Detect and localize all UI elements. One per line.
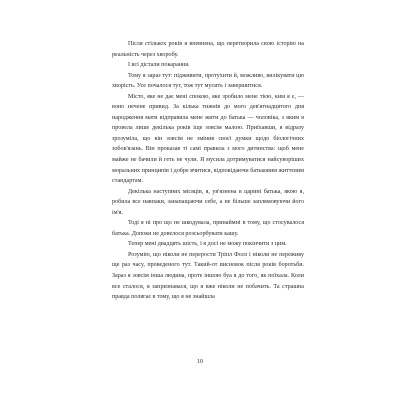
paragraph: Після стількох років я впевнена, що перетворила свою історію на реальність через хворобу.	[112, 41, 304, 58]
paragraph: І всі дістали покарання.	[128, 62, 190, 69]
paragraph: Тоді я ні про що не шкодувала, принаймні в тому, що стосувалося батька. Допоки не довелося розсьорбувати кашу.	[112, 220, 304, 237]
paragraph: Розумію, що ніколи не перерости Тріпл Фолз і ніколи не переживу ще раз часу, проведеного тут. Такий-от висновок після років боротьби. Зараз я зовсім інша людина, проте іншою буа я до того, як поїхала. Коли все сталося, я запризнавася, що я вже ніколи не побачить. Та страшна правда полягає в тому, що я не знайшла	[112, 251, 304, 301]
paragraph: Місто, яке не дає мені спокою, яке зробило мене тією, ким я є, — воно нечене привид. За кілька тижнів до мого дев'ятнадцятого дня народження мати відправила мене жити до батька — чоловіка, з яким я провела лише декілька років іще зовсім малою. Приїхавши, я відразу зрозуміла, що він зовсім не змінив своєї думки щодо біологічних зобов'язань. Він проказав ті самі правила з мого дитинства: щоб мене майже не бачили й геть не чули. Я мусила дотримуватися найсуворіших моральних принципів і добре вчитися, відповідаючи батьковим життєвим стандартам.	[112, 93, 304, 185]
body-text	[112, 39, 304, 303]
page-number: 10	[197, 359, 203, 365]
paragraph: Тому я зараз тут: підживити, протухити й, можливо, вилікувати цю хворість. Усе почалося тут, тож тут мусить і завершитися.	[112, 72, 304, 90]
paragraph: Тепер мені двадцять шість, і я досі не можу покінчити з цим.	[128, 241, 287, 248]
paragraph: Декілька наступних місяців, я, ув'язнена в царині батька, якою я, робила все навпаки, занапащаючи себе, а не більше заплямовуючи його ім'я.	[112, 188, 304, 216]
